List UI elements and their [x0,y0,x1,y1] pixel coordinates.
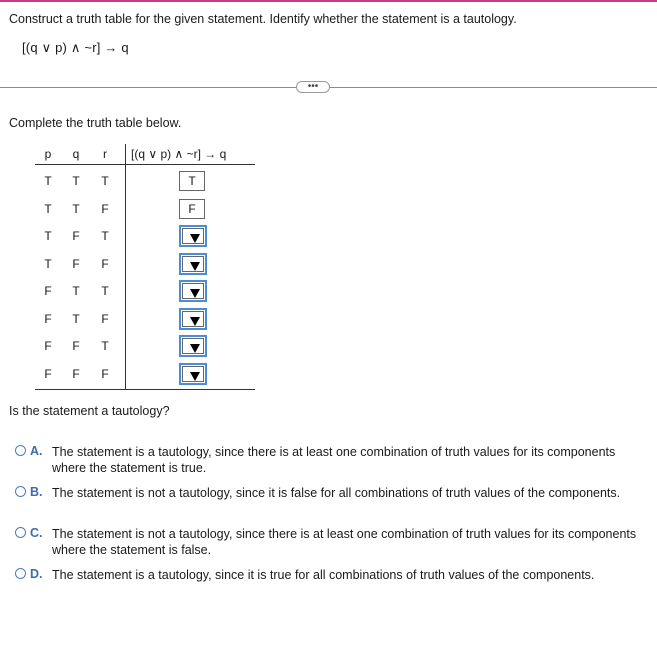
option-b[interactable] [15,485,645,517]
question-text: Construct a truth table for the given statement. Identify whether the statement is a tautology. [9,12,517,26]
option-a-text: The statement is a tautology, since there is at least one combination of truth values for its components where the statement is true. [52,445,616,475]
table-bottom-line [35,389,255,390]
answer-dropdown[interactable] [179,308,207,330]
answer-dropdown[interactable] [179,280,207,302]
dropdown-field [182,283,204,299]
cell-r: T [101,174,109,188]
cell-q: F [72,339,80,353]
cell-q: F [72,229,80,243]
dropdown-field [182,338,204,354]
cell-p: F [44,284,52,298]
cell-r: F [101,366,109,381]
table-vertical-line [125,144,126,389]
answer-dropdown[interactable] [179,335,207,357]
top-accent-line [0,0,657,2]
option-a-letter: A. [30,444,43,458]
cell-r: F [101,311,109,326]
option-c[interactable] [15,526,645,558]
option-b-text: The statement is not a tautology, since it is false for all combinations of truth values of the components. [52,486,621,500]
cell-p: T [44,201,52,216]
radio-d[interactable] [15,568,26,579]
dropdown-arrow-icon [190,372,200,381]
option-c-letter: C. [30,526,43,540]
radio-c[interactable] [15,527,26,538]
instruction-text: Complete the truth table below. [9,116,182,130]
cell-q: T [72,201,80,216]
dropdown-field [182,366,204,382]
cell-p: F [44,339,52,353]
statement-expression: [(q ∨ p) ∧ ~r] → q [22,40,129,55]
radio-b[interactable] [15,486,26,497]
dropdown-field [182,228,204,244]
option-c-text: The statement is not a tautology, since there is at least one combination of truth values for its components where the statement is false. [52,527,637,557]
option-d[interactable] [15,567,645,585]
option-d-text: The statement is a tautology, since it is true for all combinations of truth values of the components. [52,568,595,582]
option-d-letter: D. [30,567,43,581]
answer-dropdown[interactable] [179,363,207,385]
option-a[interactable] [15,444,645,476]
cell-q: F [72,256,80,271]
answer-box: F [179,199,205,219]
cell-q: F [72,366,80,381]
cell-q: T [72,174,80,188]
more-button[interactable]: ••• [296,81,330,93]
cell-r: T [101,284,109,298]
cell-p: F [44,311,52,326]
dropdown-arrow-icon [190,344,200,353]
tautology-question: Is the statement a tautology? [9,404,170,418]
table-header-line [35,164,255,165]
cell-p: T [44,256,52,271]
cell-p: T [44,229,52,243]
dropdown-arrow-icon [190,289,200,298]
cell-r: F [101,201,109,216]
dropdown-arrow-icon [190,234,200,243]
header-q: q [72,147,80,161]
cell-p: T [44,174,52,188]
cell-q: T [72,284,80,298]
answer-dropdown[interactable] [179,253,207,275]
cell-p: F [44,366,52,381]
header-r: r [103,147,107,161]
answer-dropdown[interactable] [179,225,207,247]
radio-a[interactable] [15,445,26,456]
cell-r: T [101,339,109,353]
option-b-letter: B. [30,485,43,499]
dropdown-arrow-icon [190,317,200,326]
cell-r: F [101,256,109,271]
answer-box: T [179,171,205,191]
dropdown-field [182,311,204,327]
cell-r: T [101,229,109,243]
header-p: p [44,147,52,161]
dropdown-field [182,256,204,272]
cell-q: T [72,311,80,326]
header-expression: [(q ∨ p) ∧ ~r] → q [131,147,227,161]
dropdown-arrow-icon [190,262,200,271]
